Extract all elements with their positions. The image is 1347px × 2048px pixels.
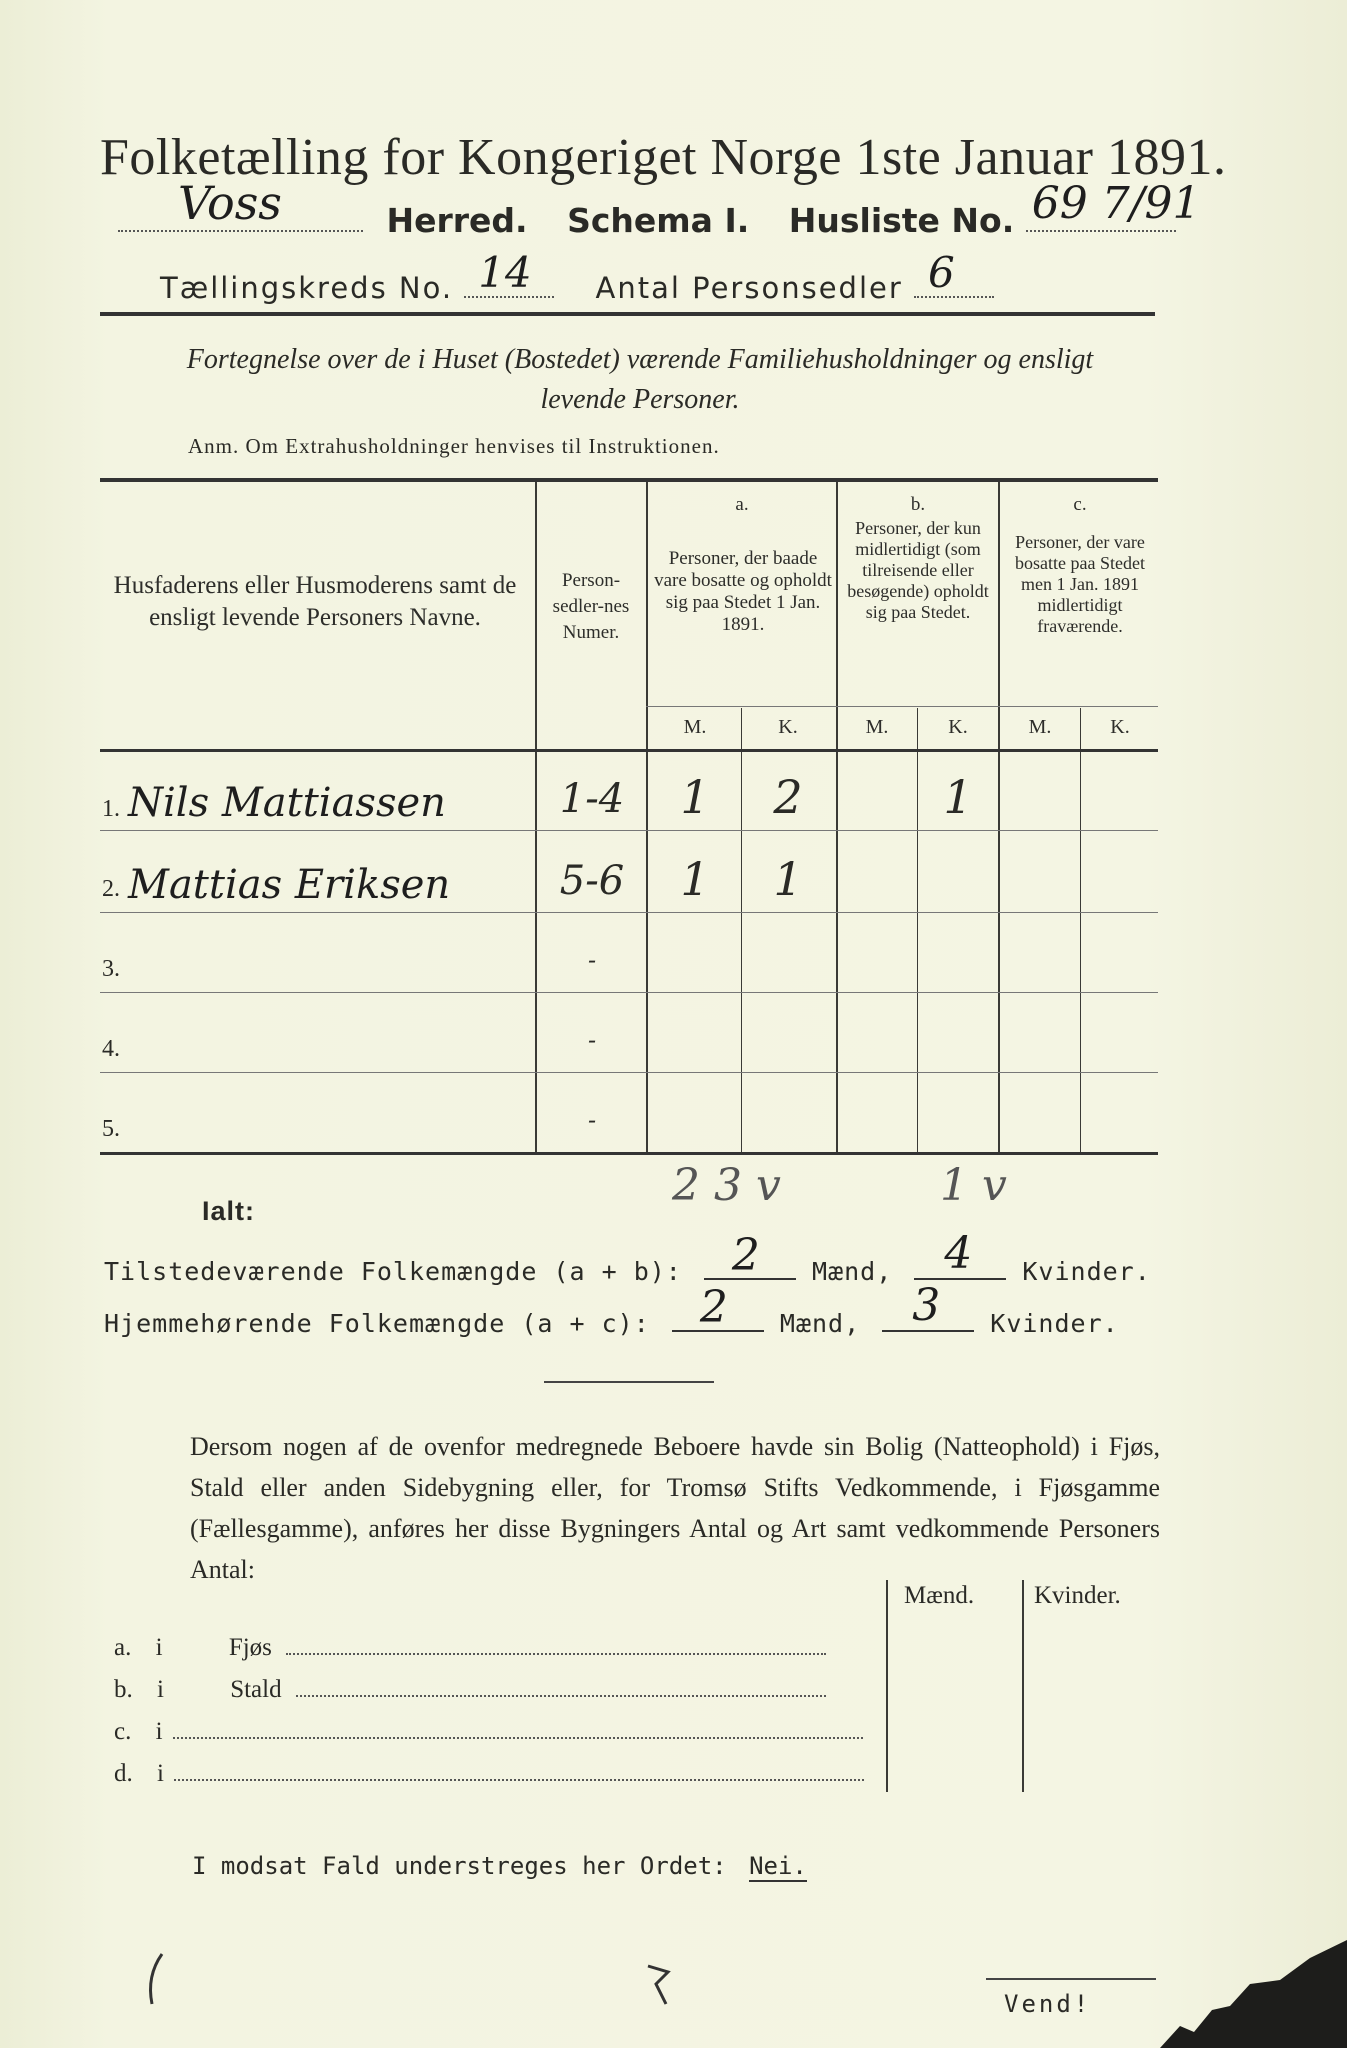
vend-text: Vend!	[1004, 1990, 1092, 2018]
col-subdivider	[1080, 708, 1081, 1152]
buildings-divider	[1022, 1580, 1024, 1792]
building-dots	[296, 1695, 826, 1697]
buildings-kvinder-header: Kvinder.	[1034, 1582, 1121, 1609]
kreds-value: 14	[478, 248, 532, 297]
mk-rule	[646, 706, 1158, 707]
row-a-m: 1	[680, 770, 710, 824]
row-number: 3.	[102, 956, 120, 982]
col-c-letter: c.	[1073, 494, 1087, 515]
row-number: 5.	[102, 1116, 120, 1142]
col-a-letter: a.	[735, 494, 749, 515]
row-a-m: 1	[680, 852, 710, 906]
row-number: 4.	[102, 1036, 120, 1062]
nei-word: Nei.	[749, 1852, 807, 1880]
kreds-label: Tællingskreds No.	[160, 271, 454, 305]
subtitle-line1: Fortegnelse over de i Huset (Bostedet) værende Familiehusholdninger og ensligt	[186, 344, 1094, 375]
subtitle-line2: levende Personer.	[540, 384, 740, 415]
hjemme-m-value: 2	[699, 1282, 729, 1333]
buildings-maend-header: Mænd.	[904, 1582, 975, 1609]
dwelling-paragraph: Dersom nogen af de ovenfor medregnede Beboere havde sin Bolig (Natteophold) i Fjøs, Stald eller anden Sidebygning eller, for Tromsø Stifts Vedkommende, i Fjøsgamme (Fællesgamme), anføres her disse Bygningers Antal og Art samt vedkommende Personers Antal:	[190, 1432, 1160, 1584]
a-m-label: M.	[683, 716, 707, 738]
col-divider	[998, 482, 1000, 1152]
kvinder-label: Kvinder.	[990, 1309, 1119, 1338]
tilstede-label: Tilstedeværende Folkemængde (a + b):	[104, 1257, 682, 1286]
row-numer: -	[587, 1026, 597, 1054]
herred-line	[118, 176, 1238, 250]
row-a-k: 1	[773, 852, 803, 906]
row-name: Mattias Eriksen	[128, 862, 451, 908]
kreds-field	[464, 248, 554, 298]
row-name: Nils Mattiassen	[128, 780, 446, 826]
building-prefix: i	[157, 1760, 164, 1787]
building-dots	[173, 1737, 863, 1739]
modsat-line	[192, 1852, 807, 1880]
col-divider	[535, 482, 537, 1152]
header-bottom-rule	[100, 749, 1158, 752]
building-prefix: i	[155, 1718, 163, 1745]
building-letter: c.	[114, 1718, 132, 1745]
row-number: 2.	[102, 876, 120, 902]
tilstede-line	[104, 1228, 1151, 1286]
husliste-field	[1026, 178, 1201, 232]
maend-label: Mænd,	[811, 1257, 893, 1286]
personsedler-field	[914, 248, 994, 298]
row-numer: 5-6	[559, 858, 625, 904]
ialt-label: Ialt:	[202, 1196, 256, 1226]
row-rule	[100, 1072, 1158, 1073]
maend-label: Mænd,	[779, 1309, 861, 1338]
table-bottom-rule	[100, 1152, 1158, 1155]
row-a-k: 2	[773, 770, 803, 824]
header-rule	[100, 312, 1155, 316]
subtitle	[100, 340, 1180, 420]
building-row-stald	[114, 1676, 826, 1704]
kreds-line	[160, 248, 1160, 312]
personsedler-value: 6	[928, 248, 955, 297]
col-numer-header: Person-sedler-nes Numer.	[552, 570, 630, 643]
husliste-label: Husliste No.	[788, 201, 1015, 240]
modsat-text: I modsat Fald understreges her Ordet:	[192, 1852, 727, 1880]
pencil-mark-icon	[642, 1960, 682, 2010]
torn-corner-shape	[1120, 1940, 1347, 2048]
ialt-b-values: 1 v	[940, 1160, 1007, 1211]
herred-label: Herred.	[386, 201, 528, 240]
building-prefix: i	[155, 1634, 163, 1661]
herred-field	[118, 176, 363, 232]
row-number: 1.	[102, 796, 120, 822]
hjemme-k-value: 3	[912, 1280, 942, 1331]
hjemme-k-field	[882, 1280, 974, 1332]
hjemme-m-field	[672, 1282, 764, 1333]
building-label: Fjøs	[228, 1634, 272, 1661]
hjemme-label: Hjemmehørende Folkemængde (a + c):	[104, 1309, 650, 1338]
col-divider	[646, 482, 648, 1152]
row-rule	[100, 912, 1158, 913]
tilstede-m-value: 2	[731, 1230, 761, 1281]
pencil-mark-icon	[140, 1950, 180, 2010]
tilstede-m-field	[704, 1230, 796, 1281]
kvinder-label: Kvinder.	[1022, 1257, 1151, 1286]
building-row-c	[114, 1718, 863, 1746]
c-m-label: M.	[1028, 716, 1052, 738]
col-a-header: Personer, der baade vare bosatte og opholdt sig paa Stedet 1 Jan. 1891.	[654, 548, 832, 635]
building-letter: a.	[114, 1634, 132, 1661]
building-dots	[286, 1653, 826, 1655]
row-rule	[100, 830, 1158, 831]
ialt-a-values: 2 3 v	[672, 1160, 781, 1211]
anm-note: Anm. Om Extrahusholdninger henvises til Instruktionen.	[188, 434, 720, 458]
col-divider	[836, 482, 838, 1152]
husliste-value: 69 7/91	[1031, 178, 1201, 229]
building-letter: d.	[114, 1760, 133, 1787]
building-letter: b.	[114, 1676, 133, 1703]
tilstede-k-field	[914, 1228, 1006, 1280]
row-rule	[100, 992, 1158, 993]
form-title: Folketælling for Kongeriget Norge 1ste Januar 1891.	[100, 129, 1227, 186]
tilstede-k-value: 4	[944, 1228, 974, 1279]
personsedler-label: Antal Personsedler	[595, 271, 903, 305]
herred-value: Voss	[178, 176, 282, 230]
col-b-header: Personer, der kun midlertidigt (som tilreisende eller besøgende) opholdt sig paa Stedet.	[847, 518, 989, 622]
building-row-fjos	[114, 1634, 826, 1662]
c-k-label: K.	[1110, 716, 1130, 738]
hjemme-line	[104, 1280, 1119, 1338]
building-label: Stald	[230, 1676, 282, 1703]
building-row-d	[114, 1760, 864, 1788]
row-numer: 1-4	[559, 776, 625, 822]
b-k-label: K.	[948, 716, 968, 738]
building-dots	[174, 1779, 864, 1781]
col-names-header: Husfaderens eller Husmoderens samt de ensligt levende Personers Navne.	[113, 572, 517, 631]
buildings-divider	[886, 1580, 888, 1792]
row-numer: -	[587, 946, 597, 974]
b-m-label: M.	[865, 716, 889, 738]
separator-rule	[544, 1381, 714, 1383]
row-b-k: 1	[943, 770, 973, 824]
building-prefix: i	[157, 1676, 164, 1703]
col-b-letter: b.	[910, 494, 926, 515]
col-c-header: Personer, der vare bosatte paa Stedet men 1 Jan. 1891 midlertidigt fraværende.	[1015, 532, 1145, 636]
schema-label: Schema I.	[567, 201, 750, 240]
row-numer: -	[587, 1106, 597, 1134]
a-k-label: K.	[778, 716, 798, 738]
